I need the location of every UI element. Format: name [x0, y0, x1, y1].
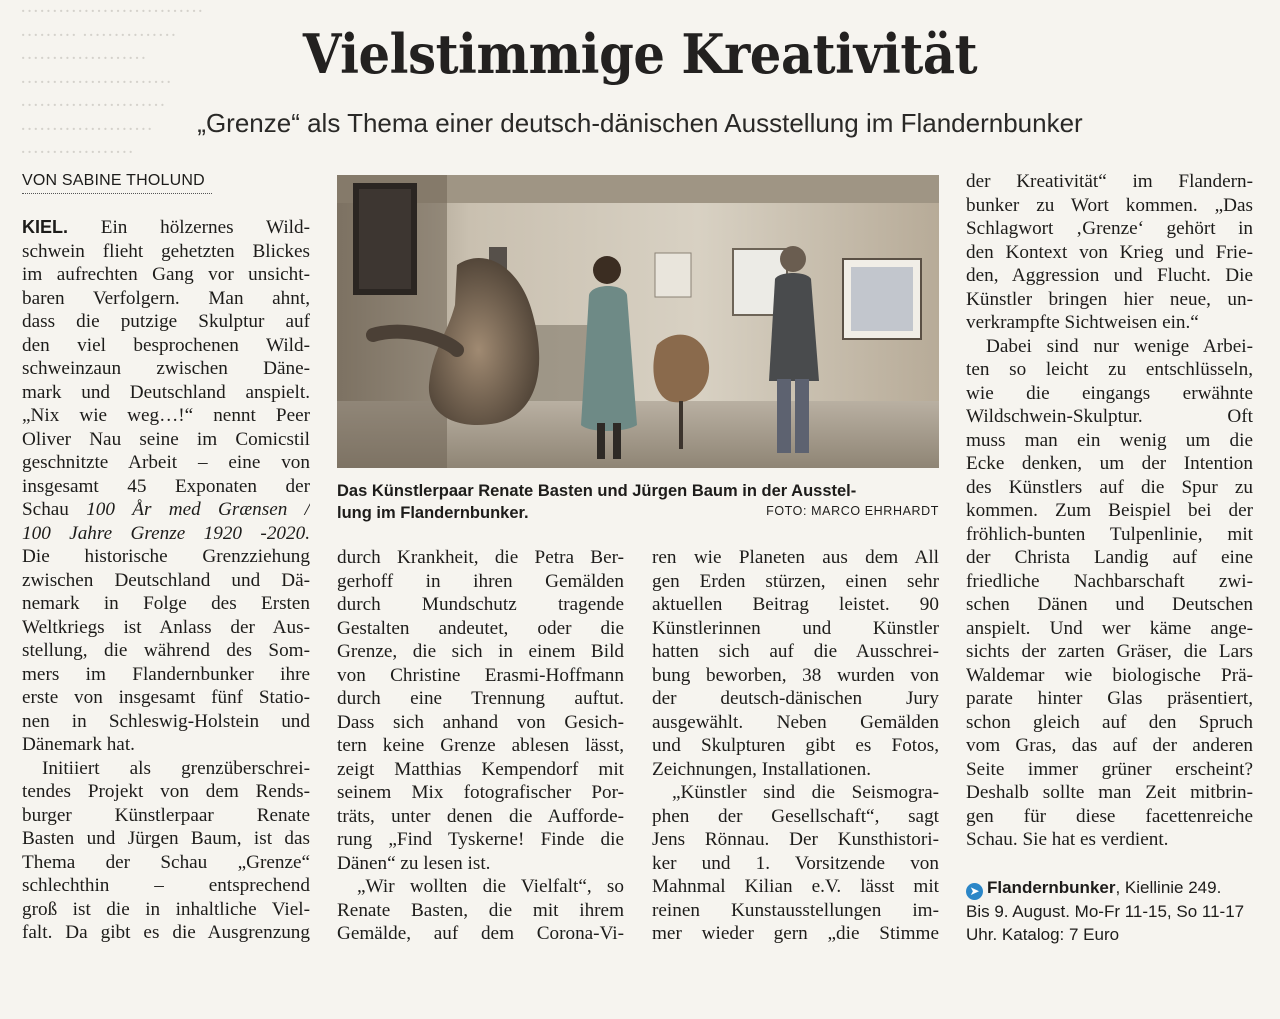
text-line: Basten und Jürgen Baum, ist das	[22, 828, 310, 849]
text-line: Oliver Nau seine im Comicstil	[22, 428, 310, 450]
text-line: von Christine Erasmi-Hoffmann	[337, 664, 624, 686]
text-line: durch Krankheit, die Petra Ber-	[337, 547, 624, 568]
text-line: den, Aggression und Flucht. Die	[966, 265, 1253, 286]
text-line: Zeichnungen, Installationen.	[652, 758, 871, 780]
text-line: Seite immer grüner erscheint?	[966, 758, 1253, 780]
text-line: des Künstlers auf die Spur zu	[966, 476, 1253, 498]
text-line: gen für diese facettenreiche	[966, 805, 1253, 827]
text-line: parate hinter Glas präsentiert,	[966, 688, 1253, 709]
text-line: Deshalb sollte man Zeit mitbrin-	[966, 782, 1253, 803]
text-line: Grenze, die sich in einem Bild	[337, 641, 624, 662]
text-line: Künstler bringen hier neue, un-	[966, 288, 1253, 310]
text-line: Künstlerinnen und Künstler	[652, 617, 939, 639]
text-line: Ein hölzernes Wild-	[100, 217, 310, 238]
exhibition-photo-illustration	[337, 175, 939, 468]
text-line: „Wir wollten die Vielfalt“, so	[357, 876, 624, 897]
text-line: nen in Schleswig-Holstein und	[22, 710, 310, 732]
text-line: hatten sich auf die Ausschrei-	[652, 641, 939, 662]
text-line: bunker zu Wort kommen. „Das	[966, 194, 1253, 216]
text-line: durch Mundschutz tragende	[337, 594, 624, 615]
text-line: burger Künstlerpaar Renate	[22, 804, 310, 826]
opening-hours: Bis 9. August. Mo-Fr 11-15, So 11-17	[966, 902, 1245, 921]
text-line: „Künstler sind die Seismogra-	[672, 782, 939, 803]
text-line: bung beworben, 38 wurden von	[652, 664, 939, 686]
text-line: Mahnmal Kilian e.V. lässt mit	[652, 876, 939, 897]
caption-line: Das Künstlerpaar Renate Basten und Jürgen Baum in der Ausstel-	[337, 482, 857, 500]
text-line: Dänemark hat.	[22, 734, 135, 755]
text-line: Initiiert als grenzüberschrei-	[42, 757, 310, 779]
text-line: geschnitzte Arbeit – eine von	[22, 452, 310, 473]
text-line: Waldemar wie biologische Prä-	[966, 664, 1253, 686]
text-line: schwein flieht gehetzten Blickes	[22, 240, 310, 262]
text-line: fröhlich-bunten Tulpenlinie, mit	[966, 523, 1253, 545]
text-line: dass die putzige Skulptur auf	[22, 311, 310, 332]
text-line: ten so leicht zu entschlüsseln,	[966, 359, 1253, 380]
text-line: ausgewählt. Neben Gemälden	[652, 711, 939, 733]
caption-line: lung im Flandernbunker.	[337, 504, 529, 522]
text-line: wie die eingangs erwähnte	[966, 382, 1253, 404]
article-column-2	[337, 546, 624, 946]
article-column-1	[22, 216, 310, 945]
text-line: im aufrechten Gang vor unsicht-	[22, 264, 310, 285]
text-line: „Nix wie weg…!“ nennt Peer	[22, 405, 310, 426]
text-line: reinen Kunstausstellungen im-	[652, 899, 939, 921]
article-column-4	[966, 170, 1253, 852]
text-line: zwischen Deutschland und Dä-	[22, 569, 310, 591]
venue-name: Flandernbunker	[987, 878, 1116, 897]
text-line: der deutsch-dänischen Jury	[652, 688, 939, 709]
text-line: durch eine Trennung auftut.	[337, 688, 624, 709]
text-line: baren Verfolgern. Man ahnt,	[22, 287, 310, 309]
text-line: aktuellen Beitrag leistet. 90	[652, 594, 939, 615]
text-line: gen Erden stürzen, einen sehr	[652, 570, 939, 592]
text-line: mers im Flandernbunker ihre	[22, 663, 310, 685]
text-line: Weltkriegs ist Anlass der Aus-	[22, 616, 310, 638]
text-line: der Christa Landig auf eine	[966, 547, 1253, 568]
text-line: gerhoff in ihren Gemälden	[337, 570, 624, 592]
text-line: Schlagwort ‚Grenze‘ gehört in	[966, 218, 1253, 239]
text-line: Gemälde, auf dem Corona-Vi-	[337, 923, 624, 944]
photo-credit: FOTO: MARCO EHRHARDT	[766, 504, 939, 518]
text-line: Dabei sind nur wenige Arbei-	[986, 335, 1253, 357]
text-line: verkrampfte Sichtweisen ein.“	[966, 312, 1199, 333]
bleed-through-text: ····························· ········· ··············· ···················· ························ ······················· ····················· ··················	[20, 1, 204, 163]
text-line: sichts der zarten Gräser, die Lars	[966, 641, 1253, 662]
text-line: erste von insgesamt fünf Statio-	[22, 687, 310, 708]
text-line: ker und 1. Vorsitzende von	[652, 852, 939, 874]
text-line: groß ist die in inhaltliche Viel-	[22, 898, 310, 920]
text-line: Thema der Schau „Grenze“	[22, 851, 310, 873]
text-line: muss man ein wenig um die	[966, 429, 1253, 451]
text-line: Die historische Grenzziehung	[22, 546, 310, 567]
arrow-right-circle-icon: ➤	[966, 883, 983, 900]
text-line: Jens Rönnau. Der Kunsthistori-	[652, 829, 939, 850]
article-column-3	[652, 546, 939, 946]
subheadline: „Grenze“ als Thema einer deutsch-dänischen Ausstellung im Flandernbunker	[197, 108, 1083, 138]
text-line: mark und Deutschland anspielt.	[22, 381, 310, 403]
text-line: Schau. Sie hat es verdient.	[966, 829, 1169, 850]
text-line: tendes Projekt von dem Rends-	[22, 781, 310, 802]
text-line: Gestalten andeutet, oder die	[337, 617, 624, 639]
text-line: den viel besprochenen Wild-	[22, 334, 310, 356]
text-line: Schau	[22, 499, 87, 520]
text-line: kommen. Zum Beispiel bei der	[966, 500, 1253, 521]
text-line: den Kontext von Krieg und Frie-	[966, 241, 1253, 263]
text-line: schon gleich auf den Spruch	[966, 711, 1253, 733]
text-line: phen der Gesellschaft“, sagt	[652, 805, 939, 827]
dateline: KIEL.	[22, 217, 69, 237]
text-line: Wildschwein-Skulptur. Oft	[966, 406, 1253, 427]
exhibition-title-german: 100 Jahre Grenze 1920 -2020.	[22, 522, 310, 544]
byline: VON SABINE THOLUND	[22, 172, 212, 194]
exhibition-photo	[337, 175, 939, 468]
text-line: nemark in Folge des Ersten	[22, 593, 310, 614]
text-line: schweinzaun zwischen Däne-	[22, 358, 310, 379]
text-line: ren wie Planeten aus dem All	[652, 547, 939, 568]
text-line: und Skulpturen gibt es Fotos,	[652, 735, 939, 756]
text-line: Renate Basten, die mit ihrem	[337, 899, 624, 921]
text-line: zeigt Matthias Kempendorf mit	[337, 758, 624, 780]
exhibition-title-danish: 100 År med Grænsen /	[86, 499, 310, 520]
text-line: friedliche Nachbarschaft zwi-	[966, 570, 1253, 592]
text-line: insgesamt 45 Exponaten der	[22, 475, 310, 497]
catalog-price: Uhr. Katalog: 7 Euro	[966, 925, 1120, 944]
text-line: tern keine Grenze ablesen lässt,	[337, 735, 624, 756]
headline: Vielstimmige Kreativität	[302, 22, 978, 86]
text-line: stellung, die während des Som-	[22, 640, 310, 661]
text-line: Dass sich anhand von Gesich-	[337, 711, 624, 733]
text-line: falt. Da gibt es die Ausgrenzung	[22, 922, 310, 943]
text-line: träts, unter denen die Aufforde-	[337, 805, 624, 827]
text-line: mer wieder gern „die Stimme	[652, 923, 939, 944]
text-line: schen Dänen und Deutschen	[966, 594, 1253, 615]
text-line: seinem Mix fotografischer Por-	[337, 782, 624, 803]
text-line: Ecke denken, um der Intention	[966, 453, 1253, 474]
venue-address: , Kiellinie 249.	[1115, 878, 1222, 897]
text-line: schlechthin – entsprechend	[22, 875, 310, 896]
text-line: vom Gras, das auf der anderen	[966, 735, 1253, 756]
text-line: der Kreativität“ im Flandern-	[966, 171, 1253, 192]
exhibition-info	[966, 876, 1256, 946]
text-line: rung „Find Tyskerne! Finde die	[337, 829, 624, 850]
text-line: Dänen“ zu lesen ist.	[337, 852, 491, 874]
text-line: anspielt. Und wer käme ange-	[966, 617, 1253, 639]
